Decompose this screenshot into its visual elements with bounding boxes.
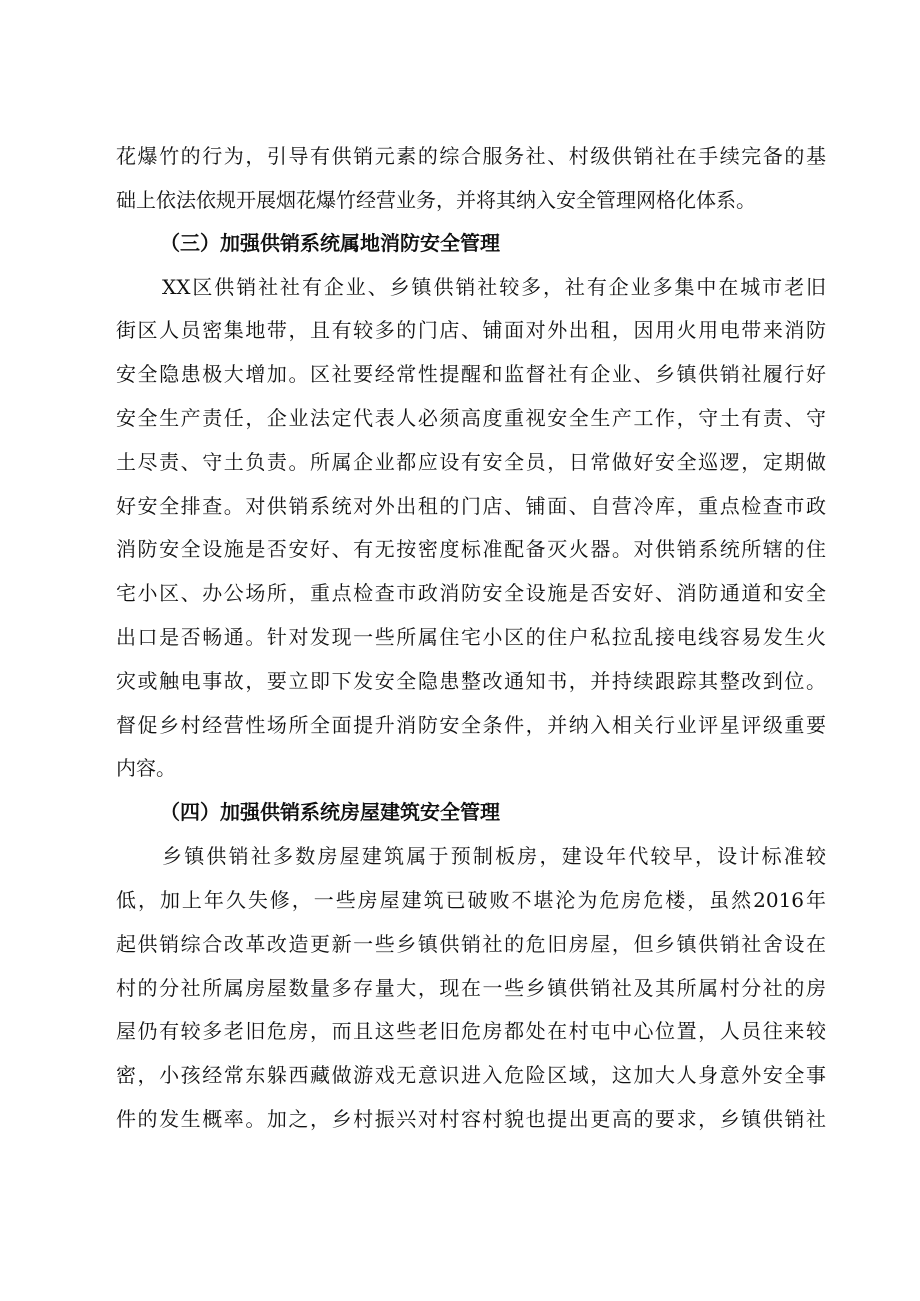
body-line: 低，加上年久失修，一些房屋建筑已破败不堪沦为危房危楼，虽然2016年 (116, 888, 826, 912)
body-line: 宅小区、办公场所，重点检查市政消防安全设施是否安好、消防通道和安全 (116, 581, 826, 605)
body-line: 村的分社所属房屋数量多存量大，现在一些乡镇供销社及其所属村分社的房 (116, 976, 826, 1000)
body-line: 安全隐患极大增加。区社要经常性提醒和监督社有企业、乡镇供销社履行好 (116, 362, 826, 386)
body-line: 础上依法依规开展烟花爆竹经营业务，并将其纳入安全管理网格化体系。 (116, 188, 756, 212)
body-line: 屋仍有较多老旧危房，而且这些老旧危房都处在村屯中心位置，人员往来较 (116, 1019, 826, 1043)
body-line: 灾或触电事故，要立即下发安全隐患整改通知书，并持续跟踪其整改到位。 (116, 669, 826, 693)
body-line: 街区人员密集地带，且有较多的门店、铺面对外出租，因用火用电带来消防 (116, 318, 826, 342)
body-line: 件的发生概率。加之，乡村振兴对村容村貌也提出更高的要求，乡镇供销社 (116, 1107, 826, 1131)
body-line: 土尽责、守土负责。所属企业都应设有安全员，日常做好安全巡逻，定期做 (116, 450, 826, 474)
body-line: 起供销综合改革改造更新一些乡镇供销社的危旧房屋，但乡镇供销社舍设在 (116, 932, 826, 956)
paragraph-first-line: 乡镇供销社多数房屋建筑属于预制板房，建设年代较早，设计标准较 (162, 844, 826, 868)
paragraph-first-line: XX区供销社社有企业、乡镇供销社较多，社有企业多集中在城市老旧 (162, 275, 826, 299)
body-line: 督促乡村经营性场所全面提升消防安全条件，并纳入相关行业评星评级重要 (116, 713, 826, 737)
body-line: 消防安全设施是否安好、有无按密度标准配备灭火器。对供销系统所辖的住 (116, 537, 826, 561)
body-line: 安全生产责任，企业法定代表人必须高度重视安全生产工作，守土有责、守 (116, 406, 826, 430)
body-line: 好安全排查。对供销系统对外出租的门店、铺面、自营冷库，重点检查市政 (116, 494, 826, 518)
body-line: 内容。 (116, 756, 176, 780)
section-heading-4: （四）加强供销系统房屋建筑安全管理 (160, 800, 500, 824)
body-line: 密，小孩经常东躲西藏做游戏无意识进入危险区域，这加大人身意外安全事 (116, 1063, 826, 1087)
body-line: 出口是否畅通。针对发现一些所属住宅小区的住户私拉乱接电线容易发生火 (116, 625, 826, 649)
section-heading-3: （三）加强供销系统属地消防安全管理 (160, 231, 500, 255)
body-line: 花爆竹的行为，引导有供销元素的综合服务社、村级供销社在手续完备的基 (116, 144, 826, 168)
